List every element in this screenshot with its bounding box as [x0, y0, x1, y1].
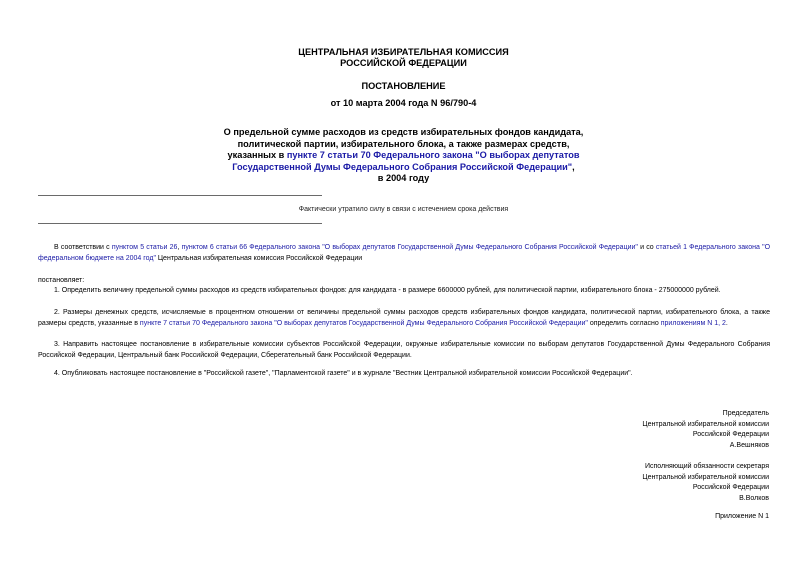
divider-bottom — [38, 223, 322, 224]
item-2 — [38, 308, 770, 329]
item-3: 3. Направить настоящее постановление в избирательные комиссии субъектов Российской Федерации, окружные избирательные комиссии по выборам депутатов Государственной Думы Федерального Собрания Российской Федерации, Центральный банк Российской Федерации, Сберегательный банк Российской Федерации. — [38, 341, 770, 359]
subject-line5: в 2004 году — [377, 173, 430, 183]
document-date-number: от 10 марта 2004 года N 96/790-4 — [330, 98, 477, 108]
subject-line3 — [0, 150, 807, 162]
signature-title: Исполняющий обязанности секретаря — [644, 463, 769, 470]
preamble-paragraph — [38, 243, 770, 264]
preamble-text-4: Центральная избирательная комиссия Российской Федерации — [155, 254, 363, 262]
appendices-link[interactable]: приложениям N 1, 2 — [660, 319, 726, 327]
signature-country: Российской Федерации — [692, 484, 769, 491]
preamble-text-2: , — [177, 244, 182, 251]
item-2-text-2: определить согласно — [587, 319, 661, 327]
appendix-label: Приложение N 1 — [715, 513, 769, 520]
item-1: 1. Определить величину предельной суммы расходов из средств избирательных фондов: для кандидата - в размере 6600000 рублей, для политической партии, избирательного блока - 275000000 рублей. — [54, 287, 721, 294]
signature-block-secretary — [642, 462, 769, 504]
signature-block-chairman — [642, 409, 769, 451]
resolves-label: постановляет: — [38, 277, 85, 284]
subject-line3-text: указанных в — [227, 150, 287, 160]
signature-org: Центральной избирательной комиссии — [642, 420, 769, 428]
signature-org: Центральной избирательной комиссии — [642, 473, 769, 481]
article-26-link[interactable]: пунктом 5 статьи 26 — [111, 244, 178, 251]
budget-law-link[interactable]: статьей 1 Федерального закона "О федеральном бюджете на 2004 год" — [38, 244, 771, 262]
org-name-line2: РОССИЙСКОЙ ФЕДЕРАЦИИ — [340, 58, 467, 68]
org-name-line1: ЦЕНТРАЛЬНАЯ ИЗБИРАТЕЛЬНАЯ КОМИССИЯ — [298, 47, 509, 57]
preamble-text-1: В соответствии с — [54, 244, 112, 251]
item-2-text-1: 2. Размеры денежных средств, исчисляемые в процентном отношении от величины предельной суммы расходов средств избирательных фондов кандидата, политической партии, избирательного блока, а также размеры средств, указанные в — [38, 309, 770, 327]
document-subject — [0, 127, 807, 185]
divider-top — [38, 195, 322, 196]
document-type: ПОСТАНОВЛЕНИЕ — [361, 81, 446, 91]
subject-line1: О предельной сумме расходов из средств избирательных фондов кандидата, — [223, 127, 584, 137]
signature-title: Председатель — [722, 410, 769, 417]
status-note: Фактически утратило силу в связи с истечением срока действия — [298, 206, 509, 213]
signature-name: В.Волков — [739, 494, 769, 502]
signature-name: А.Вешняков — [729, 441, 769, 449]
subject-line2: политической партии, избирательного блока, а также размерах средств, — [237, 138, 570, 149]
signature-country: Российской Федерации — [692, 431, 769, 438]
subject-line4-text: , — [572, 161, 575, 172]
article-70-law-link[interactable]: пункте 7 статьи 70 Федерального закона "О выборах депутатов Государственной Думы Федерального Собрания Российской Федерации" — [139, 319, 588, 327]
preamble-text-3: и со — [637, 244, 656, 251]
item-4: 4. Опубликовать настоящее постановление в "Российской газете", "Парламентской газете" и в журнале "Вестник Центральной избирательной комиссии Российской Федерации". — [54, 370, 633, 377]
article-66-law-link[interactable]: пунктом 6 статьи 66 Федерального закона "О выборах депутатов Государственной Думы Федерального Собрания Российской Федерации" — [181, 244, 638, 251]
item-2-text-3: . — [725, 319, 728, 327]
law-article-70-link[interactable]: пункте 7 статьи 70 Федерального закона "О выборах депутатов — [286, 150, 580, 160]
law-article-70-link-cont[interactable]: Государственной Думы Федерального Собрания Российской Федерации" — [232, 161, 573, 172]
subject-line4 — [0, 162, 807, 174]
